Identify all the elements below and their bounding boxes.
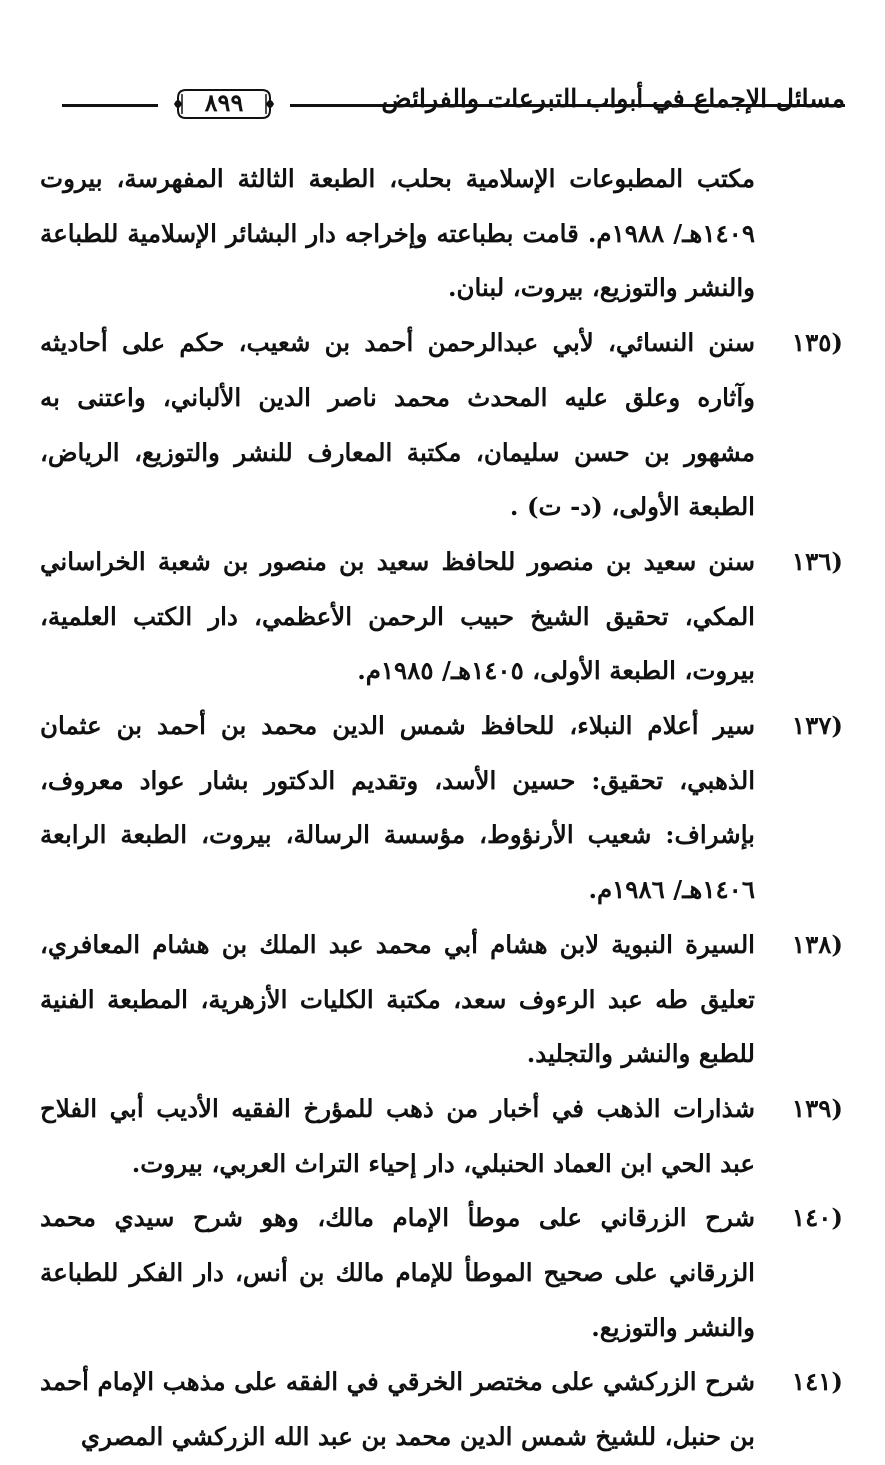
continuation-paragraph: مكتب المطبوعات الإسلامية بحلب، الطبعة الثالثة المفهرسة، بيروت ١٤٠٩هـ/ ١٩٨٨م. قامت بطباعته وإخراجه دار البشائر الإسلامية للطباعة والنشر والتوزيع، بيروت، لبنان. — [40, 164, 755, 303]
bibliography-entry — [40, 1355, 843, 1464]
entry-text: شذارات الذهب في أخبار من ذهب للمؤرخ الفقيه الأديب أبي الفلاح عبد الحي ابن العماد الحنبلي، دار إحياء التراث العربي، بيروت. — [40, 1093, 755, 1178]
entry-number: (١٣٩ — [791, 1093, 843, 1123]
bibliography-entry — [40, 1191, 843, 1355]
entry-text: شرح الزركشي على مختصر الخرقي في الفقه على مذهب الإمام أحمد بن حنبل، للشيخ شمس الدين محمد بن عبد الله الزركشي المصري — [40, 1367, 755, 1452]
bibliography-entry — [40, 316, 843, 535]
entry-number: (١٤٠ — [791, 1203, 843, 1233]
page-number: ٨٩٩ — [204, 88, 244, 117]
entry-number: (١٤١ — [791, 1367, 843, 1397]
running-header — [62, 78, 845, 128]
bibliography-entry — [40, 699, 843, 918]
bibliography-entry — [40, 535, 843, 699]
entry-number: (١٣٧ — [791, 711, 843, 741]
entry-text: سنن سعيد بن منصور للحافظ سعيد بن منصور بن شعبة الخراساني المكي، تحقيق الشيخ حبيب الرحمن الأعظمي، دار الكتب العلمية، بيروت، الطبعة الأولى، ١٤٠٥هـ/ ١٩٨٥م. — [40, 546, 755, 686]
entry-number: (١٣٦ — [791, 546, 843, 576]
entry-text: السيرة النبوية لابن هشام أبي محمد عبد الملك بن هشام المعافري، تعليق طه عبد الرءوف سعد، مكتبة الكليات الأزهرية، المطبعة الفنية للطبع والنشر والتجليد. — [40, 929, 755, 1069]
bibliography-list — [40, 152, 843, 1465]
entry-number: (١٣٥ — [791, 328, 843, 358]
entry-text: سنن النسائي، لأبي عبدالرحمن أحمد بن شعيب، حكم على أحاديثه وآثاره وعلق عليه المحدث محمد ناصر الدين الألباني، واعتنى به مشهور بن حسن سليمان، مكتبة المعارف للنشر والتوزيع، الرياض، الطبعة الأولى، (د- ت) . — [40, 328, 755, 522]
bibliography-entry — [40, 1082, 843, 1191]
header-title: مسائل الإجماع في أبواب التبرعات والفرائض — [381, 84, 845, 113]
bibliography-entry — [40, 918, 843, 1082]
entry-text: شرح الزرقاني على موطأ الإمام مالك، وهو شرح سيدي محمد الزرقاني على صحيح الموطأ للإمام مالك بن أنس، دار الفكر للطباعة والنشر والتوزيع. — [40, 1203, 755, 1342]
page-number-frame — [172, 86, 276, 122]
entry-number: (١٣٨ — [791, 929, 843, 959]
entry-text: سير أعلام النبلاء، للحافظ شمس الدين محمد بن أحمد بن عثمان الذهبي، تحقيق: حسين الأسد، وتقديم الدكتور بشار عواد معروف، بإشراف: شعيب الأرنؤوط، مؤسسة الرسالة، بيروت، الطبعة الرابعة ١٤٠٦هـ/ ١٩٨٦م. — [40, 711, 755, 905]
